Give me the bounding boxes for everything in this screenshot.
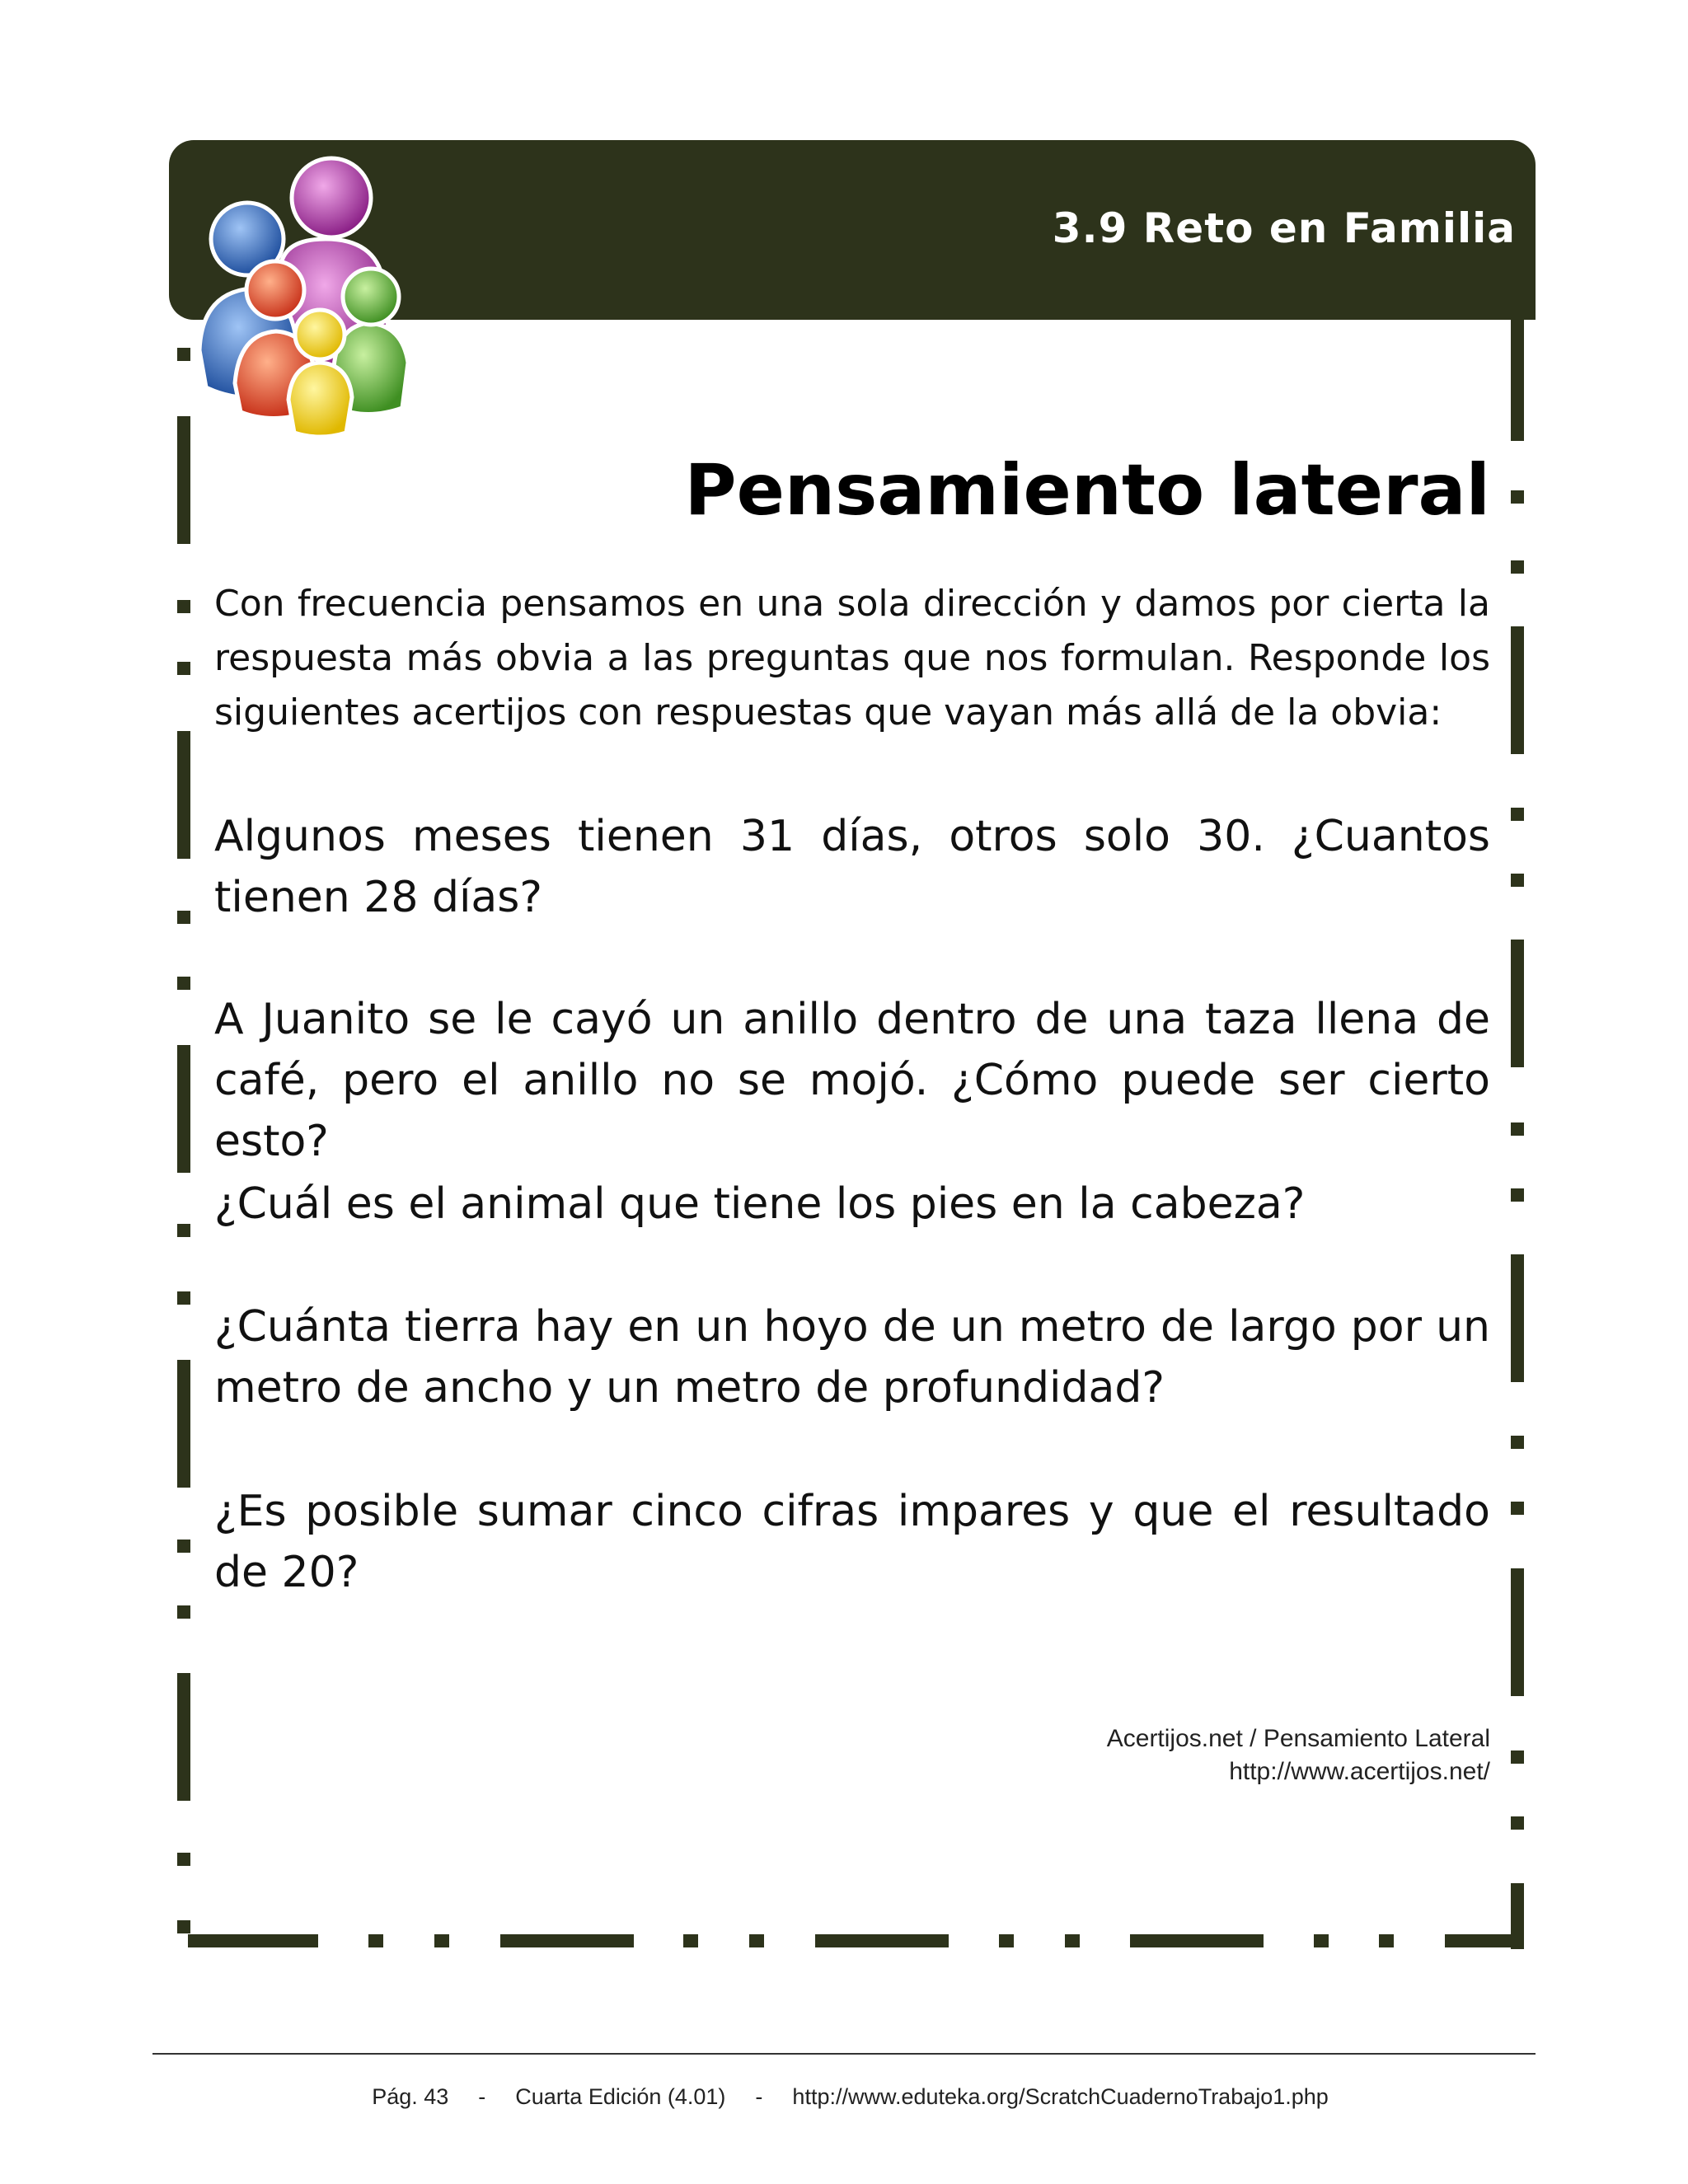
question-1: Algunos meses tienen 31 días, otros solo 30. ¿Cuantos tienen 28 días? [214, 812, 1490, 922]
section-title: 3.9 Reto en Familia [1052, 204, 1516, 252]
credit-line-2: http://www.acertijos.net/ [1229, 1758, 1490, 1785]
page-title: Pensamiento lateral [684, 449, 1490, 532]
footer-url: http://www.eduteka.org/ScratchCuadernoTrabajo1.php [792, 2084, 1329, 2109]
footer-edition: Cuarta Edición (4.01) [515, 2084, 726, 2109]
source-credit [1107, 1722, 1490, 1788]
credit-line-1: Acertijos.net / Pensamiento Lateral [1106, 1725, 1490, 1752]
footer-rule [152, 2053, 1536, 2055]
question-2: A Juanito se le cayó un anillo dentro de una taza llena de café, pero el anillo no se mojó. ¿Cómo puede ser cierto esto? [214, 995, 1490, 1166]
intro-paragraph: Con frecuencia pensamos en una sola dirección y damos por cierta la respuesta más obvia a las preguntas que nos formulan. Responde los siguientes acertijos con respuestas que vayan más allá de la obvia: [214, 583, 1490, 733]
footer-sep-1: - [478, 2084, 486, 2109]
footer-sep-2: - [755, 2084, 763, 2109]
question-3: ¿Cuál es el animal que tiene los pies en la cabeza? [214, 1179, 1306, 1229]
page-footer [0, 2059, 1688, 2110]
family-icon [181, 148, 445, 441]
question-4: ¿Cuánta tierra hay en un hoyo de un metro de largo por un metro de ancho y un metro de profundidad? [214, 1302, 1490, 1413]
question-5: ¿Es posible sumar cinco cifras impares y que el resultado de 20? [214, 1487, 1490, 1597]
footer-page: Pág. 43 [372, 2084, 449, 2109]
